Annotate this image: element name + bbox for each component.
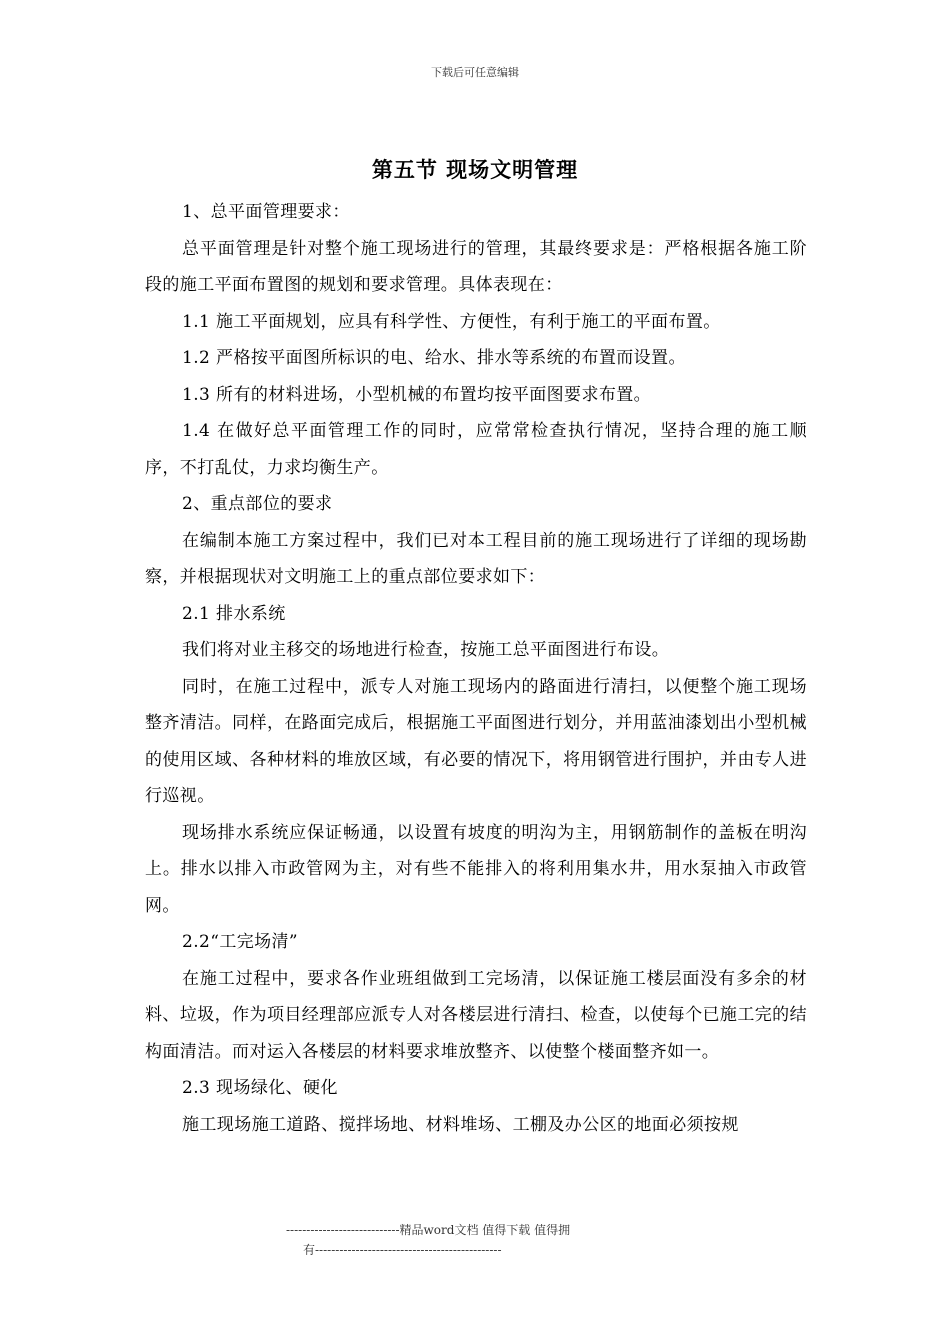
paragraph: 1.4 在做好总平面管理工作的同时，应常常检查执行情况，坚持合理的施工顺序，不打乱仗，力求均衡生产。 — [145, 421, 807, 478]
footer-line-2: 有---------------------------------------------- — [303, 1243, 502, 1257]
paragraph: 2、重点部位的要求 — [182, 494, 333, 514]
paragraph: 2.3 现场绿化、硬化 — [182, 1078, 338, 1098]
paragraph: 1.1 施工平面规划，应具有科学性、方便性，有利于施工的平面布置。 — [182, 311, 721, 332]
footer-line-1: ----------------------------精品word文档 值得下载 值得拥 — [286, 1223, 571, 1237]
paragraph: 2.1 排水系统 — [182, 603, 286, 624]
page-header: 下载后可任意编辑 — [431, 66, 519, 79]
paragraph: 现场排水系统应保证畅通，以设置有坡度的明沟为主，用钢筋制作的盖板在明沟上。排水以排入市政管网为主，对有些不能排入的将利用集水井，用水泵抽入市政管网。 — [145, 822, 807, 916]
paragraph: 2.2“工完场清” — [182, 932, 299, 952]
paragraph: 1.2 严格按平面图所标识的电、给水、排水等系统的布置而设置。 — [182, 348, 686, 368]
paragraph: 1.3 所有的材料进场，小型机械的布置均按平面图要求布置。 — [182, 384, 652, 405]
paragraph: 同时，在施工过程中，派专人对施工现场内的路面进行清扫，以便整个施工现场整齐清洁。同样，在路面完成后，根据施工平面图进行划分，并用蓝油漆划出小型机械的使用区域、各种材料的堆放区域，有必要的情况下，将用钢管进行围护，并由专人进行巡视。 — [145, 676, 807, 806]
paragraph: 我们将对业主移交的场地进行检查，按施工总平面图进行布设。 — [182, 640, 670, 660]
section-title: 第五节 现场文明管理 — [371, 158, 579, 182]
document-body — [145, 194, 807, 1143]
paragraph: 施工现场施工道路、搅拌场地、材料堆场、工棚及办公区的地面必须按规 — [182, 1114, 739, 1135]
paragraph: 1、总平面管理要求： — [182, 202, 350, 222]
paragraph: 总平面管理是针对整个施工现场进行的管理，其最终要求是：严格根据各施工阶段的施工平面布置图的规划和要求管理。具体表现在： — [145, 238, 807, 295]
paragraph: 在编制本施工方案过程中，我们已对本工程目前的施工现场进行了详细的现场勘察，并根据现状对文明施工上的重点部位要求如下： — [145, 530, 807, 587]
paragraph: 在施工过程中，要求各作业班组做到工完场清，以保证施工楼层面没有多余的材料、垃圾，作为项目经理部应派专人对各楼层进行清扫、检查，以使每个已施工完的结构面清洁。而对运入各楼层的材料要求堆放整齐、以使整个楼面整齐如一。 — [145, 968, 807, 1062]
